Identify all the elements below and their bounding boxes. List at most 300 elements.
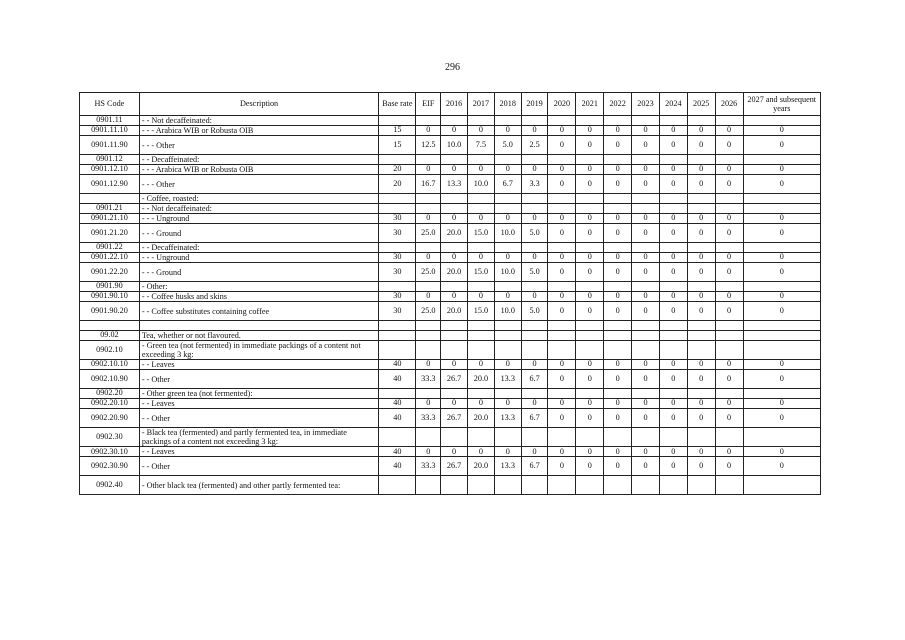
rate-cell: 0: [659, 263, 687, 282]
rate-cell: 0: [715, 409, 743, 428]
table-row: [80, 399, 821, 409]
rate-cell: [468, 428, 495, 447]
rate-cell: 0: [576, 457, 604, 476]
rate-cell: 0: [632, 175, 660, 194]
rate-cell: [687, 321, 715, 331]
rate-cell: 0: [687, 253, 715, 263]
rate-cell: [494, 282, 521, 292]
table-row: [80, 165, 821, 175]
rate-cell: [604, 204, 632, 214]
rate-cell: [548, 331, 576, 341]
rate-cell: 0: [632, 224, 660, 243]
rate-cell: 0: [416, 360, 441, 370]
rate-cell: 20.0: [441, 302, 468, 321]
hs-code-cell: 0901.90: [80, 282, 140, 292]
rate-cell: [576, 476, 604, 495]
rate-cell: [659, 331, 687, 341]
rate-cell: 6.7: [521, 370, 548, 389]
rate-cell: [715, 341, 743, 360]
rate-cell: 0: [576, 136, 604, 155]
rate-cell: [687, 282, 715, 292]
table-row: [80, 447, 821, 457]
description-cell: - - - Ground: [139, 224, 378, 243]
rate-cell: [576, 116, 604, 126]
rate-cell: [604, 331, 632, 341]
rate-cell: [743, 389, 821, 399]
rate-cell: 0: [659, 447, 687, 457]
rate-cell: [659, 155, 687, 165]
hs-code-cell: 0901.21: [80, 204, 140, 214]
rate-cell: [521, 204, 548, 214]
table-row: [80, 224, 821, 243]
rate-cell: 0: [715, 175, 743, 194]
hs-code-cell: [80, 194, 140, 204]
rate-cell: [379, 476, 416, 495]
rate-cell: 0: [441, 447, 468, 457]
rate-cell: [632, 243, 660, 253]
rate-cell: 0: [715, 165, 743, 175]
rate-cell: [548, 476, 576, 495]
description-cell: - - Leaves: [139, 399, 378, 409]
rate-cell: [604, 116, 632, 126]
description-cell: - Other:: [139, 282, 378, 292]
rate-cell: [521, 116, 548, 126]
rate-cell: 0: [687, 175, 715, 194]
rate-cell: [632, 389, 660, 399]
rate-cell: [468, 389, 495, 399]
hs-code-cell: 0901.90.20: [80, 302, 140, 321]
table-row: [80, 253, 821, 263]
rate-cell: [659, 341, 687, 360]
rate-cell: 0: [715, 224, 743, 243]
rate-cell: 0: [548, 457, 576, 476]
rate-cell: [687, 331, 715, 341]
rate-cell: [715, 282, 743, 292]
rate-cell: [441, 204, 468, 214]
rate-cell: [743, 194, 821, 204]
rate-cell: 0: [494, 126, 521, 136]
rate-cell: [441, 116, 468, 126]
rate-cell: [494, 341, 521, 360]
rate-cell: 5.0: [521, 302, 548, 321]
rate-cell: 0: [521, 214, 548, 224]
rate-cell: 20.0: [441, 263, 468, 282]
rate-cell: 0: [604, 224, 632, 243]
rate-cell: 0: [441, 253, 468, 263]
rate-cell: [576, 341, 604, 360]
column-header: Base rate: [379, 93, 416, 116]
rate-cell: 0: [604, 370, 632, 389]
hs-code-cell: 0901.90.10: [80, 292, 140, 302]
rate-cell: [379, 155, 416, 165]
rate-cell: 0: [548, 214, 576, 224]
rate-cell: 0: [715, 399, 743, 409]
hs-code-cell: 0902.40: [80, 476, 140, 495]
hs-code-cell: 0901.21.10: [80, 214, 140, 224]
rate-cell: [416, 116, 441, 126]
rate-cell: [494, 389, 521, 399]
hs-code-cell: 0902.30.10: [80, 447, 140, 457]
rate-cell: 0: [715, 253, 743, 263]
rate-cell: [379, 321, 416, 331]
column-header: 2024: [659, 93, 687, 116]
rate-cell: [743, 476, 821, 495]
rate-cell: 10.0: [494, 263, 521, 282]
rate-cell: 25.0: [416, 263, 441, 282]
rate-cell: [416, 155, 441, 165]
rate-cell: 0: [576, 126, 604, 136]
rate-cell: 0: [441, 292, 468, 302]
rate-cell: 15: [379, 136, 416, 155]
rate-cell: [632, 476, 660, 495]
rate-cell: 0: [468, 126, 495, 136]
rate-cell: 0: [743, 214, 821, 224]
rate-cell: [632, 155, 660, 165]
rate-cell: [715, 331, 743, 341]
table-row: [80, 243, 821, 253]
rate-cell: 0: [521, 126, 548, 136]
rate-cell: [659, 194, 687, 204]
hs-code-cell: 09.02: [80, 331, 140, 341]
rate-cell: [632, 428, 660, 447]
hs-code-cell: 0901.11.90: [80, 136, 140, 155]
rate-cell: 0: [576, 175, 604, 194]
rate-cell: [687, 116, 715, 126]
rate-cell: [576, 204, 604, 214]
table-row: [80, 409, 821, 428]
table-row: [80, 360, 821, 370]
rate-cell: [441, 194, 468, 204]
rate-cell: [379, 204, 416, 214]
rate-cell: 0: [743, 253, 821, 263]
rate-cell: 0: [604, 399, 632, 409]
rate-cell: [632, 282, 660, 292]
rate-cell: [743, 341, 821, 360]
rate-cell: 0: [687, 409, 715, 428]
rate-cell: 6.7: [521, 457, 548, 476]
rate-cell: 0: [715, 360, 743, 370]
rate-cell: 0: [687, 399, 715, 409]
rate-cell: 0: [548, 224, 576, 243]
rate-cell: [576, 194, 604, 204]
rate-cell: [632, 204, 660, 214]
column-header: HS Code: [80, 93, 140, 116]
table-row: [80, 331, 821, 341]
tariff-schedule-table: [79, 92, 821, 495]
rate-cell: 13.3: [441, 175, 468, 194]
rate-cell: [715, 194, 743, 204]
rate-cell: [441, 428, 468, 447]
rate-cell: 0: [494, 360, 521, 370]
description-cell: - - - Ground: [139, 263, 378, 282]
rate-cell: 0: [468, 447, 495, 457]
rate-cell: 0: [659, 292, 687, 302]
rate-cell: 0: [632, 457, 660, 476]
rate-cell: 0: [604, 263, 632, 282]
rate-cell: [659, 243, 687, 253]
rate-cell: 6.7: [494, 175, 521, 194]
rate-cell: [632, 341, 660, 360]
description-cell: - Other black tea (fermented) and other partly fermented tea:: [139, 476, 378, 495]
rate-cell: 0: [743, 302, 821, 321]
rate-cell: 0: [576, 370, 604, 389]
hs-code-cell: 0901.11: [80, 116, 140, 126]
rate-cell: 0: [687, 263, 715, 282]
rate-cell: [521, 476, 548, 495]
rate-cell: 0: [715, 457, 743, 476]
rate-cell: 33.3: [416, 370, 441, 389]
rate-cell: [659, 321, 687, 331]
rate-cell: 0: [715, 447, 743, 457]
hs-code-cell: 0901.22.10: [80, 253, 140, 263]
rate-cell: [743, 428, 821, 447]
rate-cell: [521, 155, 548, 165]
rate-cell: 0: [632, 263, 660, 282]
rate-cell: 0: [548, 165, 576, 175]
rate-cell: 0: [548, 292, 576, 302]
rate-cell: 0: [687, 457, 715, 476]
rate-cell: 0: [632, 214, 660, 224]
rate-cell: 40: [379, 370, 416, 389]
rate-cell: 0: [632, 370, 660, 389]
rate-cell: 0: [494, 399, 521, 409]
rate-cell: 0: [632, 399, 660, 409]
hs-code-cell: 0902.10.90: [80, 370, 140, 389]
rate-cell: 0: [604, 409, 632, 428]
description-cell: - - - Unground: [139, 214, 378, 224]
rate-cell: [548, 341, 576, 360]
rate-cell: 0: [521, 292, 548, 302]
rate-cell: [441, 331, 468, 341]
rate-cell: 0: [416, 292, 441, 302]
rate-cell: 0: [659, 409, 687, 428]
rate-cell: 5.0: [521, 224, 548, 243]
rate-cell: [604, 341, 632, 360]
rate-cell: [604, 428, 632, 447]
rate-cell: 0: [521, 360, 548, 370]
column-header: 2016: [441, 93, 468, 116]
rate-cell: 20.0: [441, 224, 468, 243]
rate-cell: [494, 116, 521, 126]
rate-cell: 0: [743, 447, 821, 457]
rate-cell: 0: [521, 447, 548, 457]
rate-cell: 0: [632, 165, 660, 175]
rate-cell: 10.0: [441, 136, 468, 155]
rate-cell: 15.0: [468, 302, 495, 321]
rate-cell: 2.5: [521, 136, 548, 155]
rate-cell: [715, 428, 743, 447]
table-row: [80, 116, 821, 126]
rate-cell: [521, 389, 548, 399]
rate-cell: [548, 155, 576, 165]
hs-code-cell: 0901.21.20: [80, 224, 140, 243]
rate-cell: [416, 428, 441, 447]
table-row: [80, 126, 821, 136]
rate-cell: [521, 243, 548, 253]
table-row: [80, 370, 821, 389]
rate-cell: [468, 331, 495, 341]
rate-cell: [659, 116, 687, 126]
rate-cell: 0: [576, 302, 604, 321]
rate-cell: 0: [743, 409, 821, 428]
rate-cell: 0: [687, 447, 715, 457]
rate-cell: 0: [468, 360, 495, 370]
rate-cell: 0: [494, 253, 521, 263]
rate-cell: 40: [379, 457, 416, 476]
table-row: [80, 428, 821, 447]
rate-cell: 40: [379, 360, 416, 370]
rate-cell: 20.0: [468, 409, 495, 428]
rate-cell: [494, 331, 521, 341]
rate-cell: 0: [441, 165, 468, 175]
rate-cell: [494, 321, 521, 331]
rate-cell: [743, 155, 821, 165]
rate-cell: 33.3: [416, 409, 441, 428]
rate-cell: [687, 341, 715, 360]
rate-cell: [604, 282, 632, 292]
rate-cell: 0: [468, 165, 495, 175]
hs-code-cell: 0902.30: [80, 428, 140, 447]
rate-cell: 20: [379, 175, 416, 194]
rate-cell: [659, 428, 687, 447]
rate-cell: 0: [494, 292, 521, 302]
rate-cell: 0: [659, 399, 687, 409]
rate-cell: [521, 194, 548, 204]
rate-cell: 0: [687, 292, 715, 302]
rate-cell: 0: [659, 126, 687, 136]
rate-cell: [632, 331, 660, 341]
rate-cell: 40: [379, 409, 416, 428]
rate-cell: 0: [576, 447, 604, 457]
column-header: EIF: [416, 93, 441, 116]
rate-cell: 0: [743, 360, 821, 370]
rate-cell: 0: [632, 409, 660, 428]
rate-cell: [379, 331, 416, 341]
rate-cell: [494, 155, 521, 165]
rate-cell: 26.7: [441, 457, 468, 476]
rate-cell: 0: [659, 360, 687, 370]
hs-code-cell: 0902.30.90: [80, 457, 140, 476]
table-row: [80, 302, 821, 321]
rate-cell: 0: [715, 292, 743, 302]
rate-cell: [548, 243, 576, 253]
table-row: [80, 175, 821, 194]
table-header-row: [80, 93, 821, 116]
rate-cell: 0: [715, 126, 743, 136]
rate-cell: [604, 243, 632, 253]
rate-cell: [548, 389, 576, 399]
table-row: [80, 476, 821, 495]
rate-cell: 0: [521, 165, 548, 175]
rate-cell: [441, 389, 468, 399]
rate-cell: [715, 476, 743, 495]
description-cell: - - Coffee substitutes containing coffee: [139, 302, 378, 321]
rate-cell: [604, 389, 632, 399]
rate-cell: [687, 194, 715, 204]
table-row: [80, 136, 821, 155]
rate-cell: [379, 341, 416, 360]
table-row: [80, 282, 821, 292]
table-row: [80, 214, 821, 224]
rate-cell: [494, 243, 521, 253]
rate-cell: 0: [494, 447, 521, 457]
rate-cell: 30: [379, 253, 416, 263]
rate-cell: 0: [687, 302, 715, 321]
rate-cell: 0: [632, 302, 660, 321]
column-header: 2026: [715, 93, 743, 116]
rate-cell: 0: [743, 399, 821, 409]
rate-cell: 0: [632, 292, 660, 302]
rate-cell: 0: [632, 136, 660, 155]
description-cell: - - - Other: [139, 136, 378, 155]
rate-cell: [468, 243, 495, 253]
page-number: 296: [445, 62, 460, 73]
rate-cell: [548, 428, 576, 447]
rate-cell: [416, 204, 441, 214]
rate-cell: 20.0: [468, 370, 495, 389]
rate-cell: [687, 155, 715, 165]
hs-code-cell: 0901.12.10: [80, 165, 140, 175]
table-row: [80, 204, 821, 214]
hs-code-cell: 0902.20.10: [80, 399, 140, 409]
rate-cell: 0: [441, 214, 468, 224]
hs-code-cell: 0901.22.20: [80, 263, 140, 282]
rate-cell: 0: [604, 457, 632, 476]
rate-cell: 0: [604, 292, 632, 302]
description-cell: - - - Other: [139, 175, 378, 194]
rate-cell: 0: [659, 457, 687, 476]
rate-cell: 30: [379, 214, 416, 224]
rate-cell: 0: [604, 447, 632, 457]
description-cell: Tea, whether or not flavoured.: [139, 331, 378, 341]
rate-cell: [632, 116, 660, 126]
rate-cell: [548, 321, 576, 331]
rate-cell: 0: [604, 136, 632, 155]
column-header: Description: [139, 93, 378, 116]
rate-cell: [494, 428, 521, 447]
hs-code-cell: 0902.20: [80, 389, 140, 399]
rate-cell: 26.7: [441, 409, 468, 428]
rate-cell: 0: [521, 399, 548, 409]
rate-cell: 0: [521, 253, 548, 263]
rate-cell: 0: [494, 214, 521, 224]
rate-cell: 0: [659, 175, 687, 194]
rate-cell: 0: [632, 126, 660, 136]
rate-cell: [441, 341, 468, 360]
rate-cell: 0: [604, 214, 632, 224]
rate-cell: 0: [548, 360, 576, 370]
rate-cell: [468, 321, 495, 331]
column-header: 2018: [494, 93, 521, 116]
description-cell: - - Coffee husks and skins: [139, 292, 378, 302]
rate-cell: [416, 243, 441, 253]
rate-cell: 5.0: [521, 263, 548, 282]
rate-cell: 0: [743, 126, 821, 136]
description-cell: - - - Arabica WIB or Robusta OIB: [139, 126, 378, 136]
rate-cell: 30: [379, 292, 416, 302]
table-row: [80, 263, 821, 282]
rate-cell: [715, 204, 743, 214]
rate-cell: 0: [743, 165, 821, 175]
rate-cell: 0: [659, 370, 687, 389]
rate-cell: [743, 282, 821, 292]
rate-cell: [576, 389, 604, 399]
rate-cell: [604, 476, 632, 495]
rate-cell: [379, 116, 416, 126]
rate-cell: 0: [715, 302, 743, 321]
rate-cell: [521, 341, 548, 360]
rate-cell: [576, 282, 604, 292]
